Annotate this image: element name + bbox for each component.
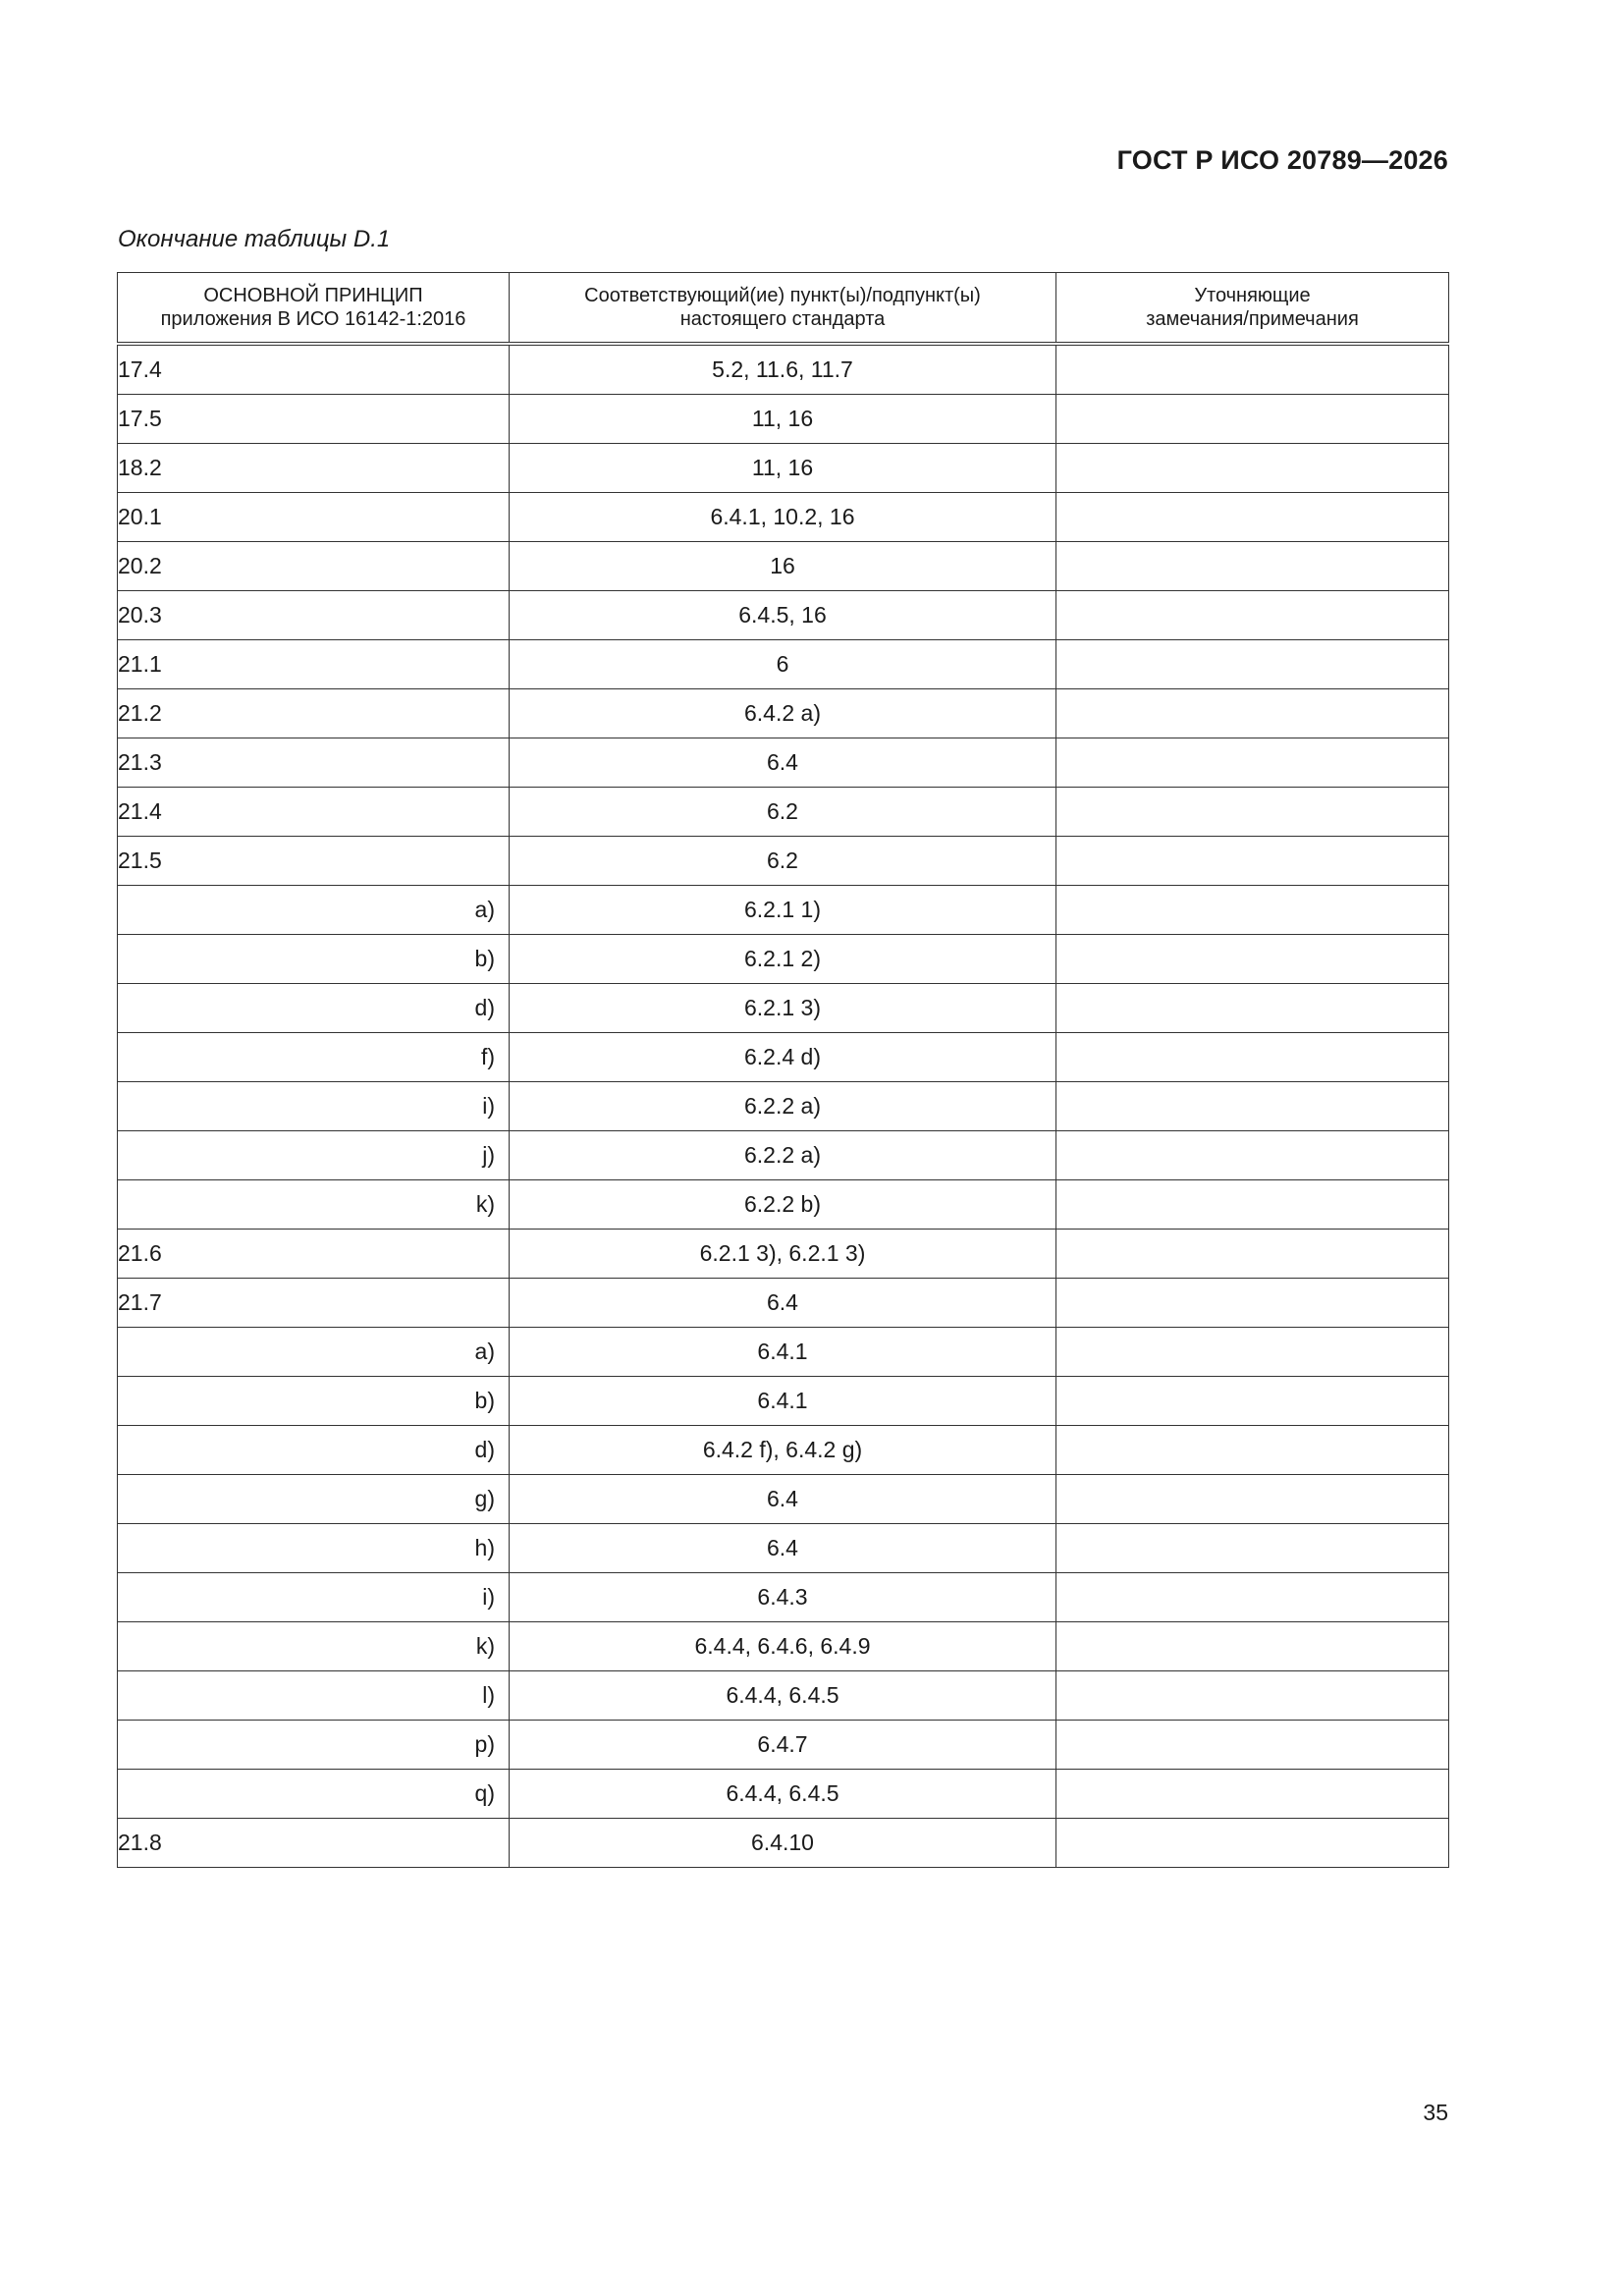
table-row: [118, 395, 1449, 444]
table-row: [118, 1721, 1449, 1770]
cell-principle: p): [118, 1721, 510, 1770]
cell-clause: 6.2.1 2): [510, 935, 1056, 984]
column-header-principle: ОСНОВНОЙ ПРИНЦИП приложения В ИСО 16142-1:2016: [118, 273, 510, 345]
cell-note: [1056, 542, 1449, 591]
cell-principle: f): [118, 1033, 510, 1082]
table-row: [118, 493, 1449, 542]
cell-principle: l): [118, 1671, 510, 1721]
table-row: [118, 1328, 1449, 1377]
cell-note: [1056, 1819, 1449, 1868]
table-row: [118, 1131, 1449, 1180]
cell-principle: 20.1: [118, 493, 510, 542]
table-row: [118, 738, 1449, 788]
cell-note: [1056, 444, 1449, 493]
header-row: [118, 273, 1449, 345]
table-body: [118, 344, 1449, 1868]
cell-principle: 17.5: [118, 395, 510, 444]
cell-note: [1056, 1573, 1449, 1622]
cell-principle: d): [118, 1426, 510, 1475]
cell-principle: b): [118, 935, 510, 984]
document-code: ГОСТ Р ИСО 20789—2026: [1116, 145, 1448, 175]
cell-note: [1056, 1180, 1449, 1230]
table-row: [118, 444, 1449, 493]
table-row: [118, 689, 1449, 738]
cell-clause: 6.4.4, 6.4.5: [510, 1770, 1056, 1819]
table-row: [118, 984, 1449, 1033]
cell-clause: 6.4.1, 10.2, 16: [510, 493, 1056, 542]
cell-principle: g): [118, 1475, 510, 1524]
page-number: 35: [1423, 2100, 1448, 2125]
cell-principle: k): [118, 1180, 510, 1230]
table-row: [118, 1819, 1449, 1868]
cell-clause: 6.2: [510, 837, 1056, 886]
cell-note: [1056, 1475, 1449, 1524]
table-row: [118, 1279, 1449, 1328]
cell-note: [1056, 1328, 1449, 1377]
table-caption: Окончание таблицы D.1: [118, 226, 391, 252]
cell-principle: 20.2: [118, 542, 510, 591]
cell-note: [1056, 1770, 1449, 1819]
table-header: [118, 273, 1449, 345]
cell-note: [1056, 788, 1449, 837]
cell-clause: 6.4: [510, 1524, 1056, 1573]
table-row: [118, 1230, 1449, 1279]
table-row: [118, 1622, 1449, 1671]
cell-note: [1056, 689, 1449, 738]
table-row: [118, 640, 1449, 689]
cell-principle: 21.7: [118, 1279, 510, 1328]
cell-note: [1056, 738, 1449, 788]
cell-principle: i): [118, 1573, 510, 1622]
cell-note: [1056, 1279, 1449, 1328]
cell-clause: 6.4.5, 16: [510, 591, 1056, 640]
cell-note: [1056, 1524, 1449, 1573]
table-row: [118, 1426, 1449, 1475]
correspondence-table: [117, 272, 1449, 1868]
table-row: [118, 1377, 1449, 1426]
table-row: [118, 1475, 1449, 1524]
cell-clause: 6.2.1 3), 6.2.1 3): [510, 1230, 1056, 1279]
cell-note: [1056, 493, 1449, 542]
cell-principle: b): [118, 1377, 510, 1426]
table-row: [118, 542, 1449, 591]
cell-principle: 21.8: [118, 1819, 510, 1868]
table-row: [118, 1671, 1449, 1721]
cell-principle: q): [118, 1770, 510, 1819]
cell-principle: j): [118, 1131, 510, 1180]
cell-clause: 6.4.1: [510, 1377, 1056, 1426]
table-row: [118, 1033, 1449, 1082]
cell-clause: 6.4.1: [510, 1328, 1056, 1377]
cell-clause: 6.4: [510, 1475, 1056, 1524]
cell-clause: 6.2.2 a): [510, 1131, 1056, 1180]
cell-clause: 6.2.4 d): [510, 1033, 1056, 1082]
cell-principle: a): [118, 886, 510, 935]
cell-principle: 17.4: [118, 344, 510, 395]
cell-principle: 21.1: [118, 640, 510, 689]
cell-note: [1056, 344, 1449, 395]
cell-note: [1056, 1721, 1449, 1770]
cell-note: [1056, 1131, 1449, 1180]
table-row: [118, 1082, 1449, 1131]
cell-note: [1056, 1671, 1449, 1721]
cell-clause: 6.4.10: [510, 1819, 1056, 1868]
table-row: [118, 1180, 1449, 1230]
cell-note: [1056, 837, 1449, 886]
cell-clause: 6.2.1 1): [510, 886, 1056, 935]
cell-clause: 6.4: [510, 1279, 1056, 1328]
table-row: [118, 1524, 1449, 1573]
cell-note: [1056, 591, 1449, 640]
cell-note: [1056, 1426, 1449, 1475]
table-row: [118, 788, 1449, 837]
cell-clause: 11, 16: [510, 444, 1056, 493]
cell-principle: a): [118, 1328, 510, 1377]
cell-clause: 6.4.2 a): [510, 689, 1056, 738]
cell-clause: 6.4.4, 6.4.5: [510, 1671, 1056, 1721]
cell-principle: 21.6: [118, 1230, 510, 1279]
cell-principle: 21.3: [118, 738, 510, 788]
cell-note: [1056, 935, 1449, 984]
cell-principle: 21.5: [118, 837, 510, 886]
cell-clause: 6.2.2 b): [510, 1180, 1056, 1230]
cell-note: [1056, 1230, 1449, 1279]
cell-clause: 6.4.3: [510, 1573, 1056, 1622]
table-row: [118, 837, 1449, 886]
table-row: [118, 344, 1449, 395]
table-row: [118, 1573, 1449, 1622]
cell-principle: d): [118, 984, 510, 1033]
cell-principle: i): [118, 1082, 510, 1131]
column-header-clause: Соответствующий(ие) пункт(ы)/подпункт(ы) настоящего стандарта: [510, 273, 1056, 345]
cell-note: [1056, 1082, 1449, 1131]
cell-note: [1056, 1622, 1449, 1671]
cell-note: [1056, 640, 1449, 689]
cell-clause: 6.4.7: [510, 1721, 1056, 1770]
cell-clause: 11, 16: [510, 395, 1056, 444]
cell-note: [1056, 984, 1449, 1033]
cell-note: [1056, 395, 1449, 444]
cell-note: [1056, 1033, 1449, 1082]
cell-clause: 6.2: [510, 788, 1056, 837]
cell-clause: 6.4.2 f), 6.4.2 g): [510, 1426, 1056, 1475]
cell-clause: 6.4: [510, 738, 1056, 788]
table-row: [118, 591, 1449, 640]
table-row: [118, 935, 1449, 984]
cell-note: [1056, 886, 1449, 935]
cell-principle: 21.2: [118, 689, 510, 738]
cell-clause: 16: [510, 542, 1056, 591]
column-header-notes: Уточняющие замечания/примечания: [1056, 273, 1449, 345]
cell-principle: 21.4: [118, 788, 510, 837]
cell-principle: 18.2: [118, 444, 510, 493]
cell-principle: 20.3: [118, 591, 510, 640]
cell-clause: 6.4.4, 6.4.6, 6.4.9: [510, 1622, 1056, 1671]
cell-clause: 6: [510, 640, 1056, 689]
cell-clause: 6.2.1 3): [510, 984, 1056, 1033]
cell-principle: k): [118, 1622, 510, 1671]
table-row: [118, 1770, 1449, 1819]
cell-clause: 6.2.2 a): [510, 1082, 1056, 1131]
cell-note: [1056, 1377, 1449, 1426]
cell-clause: 5.2, 11.6, 11.7: [510, 344, 1056, 395]
cell-principle: h): [118, 1524, 510, 1573]
table-row: [118, 886, 1449, 935]
